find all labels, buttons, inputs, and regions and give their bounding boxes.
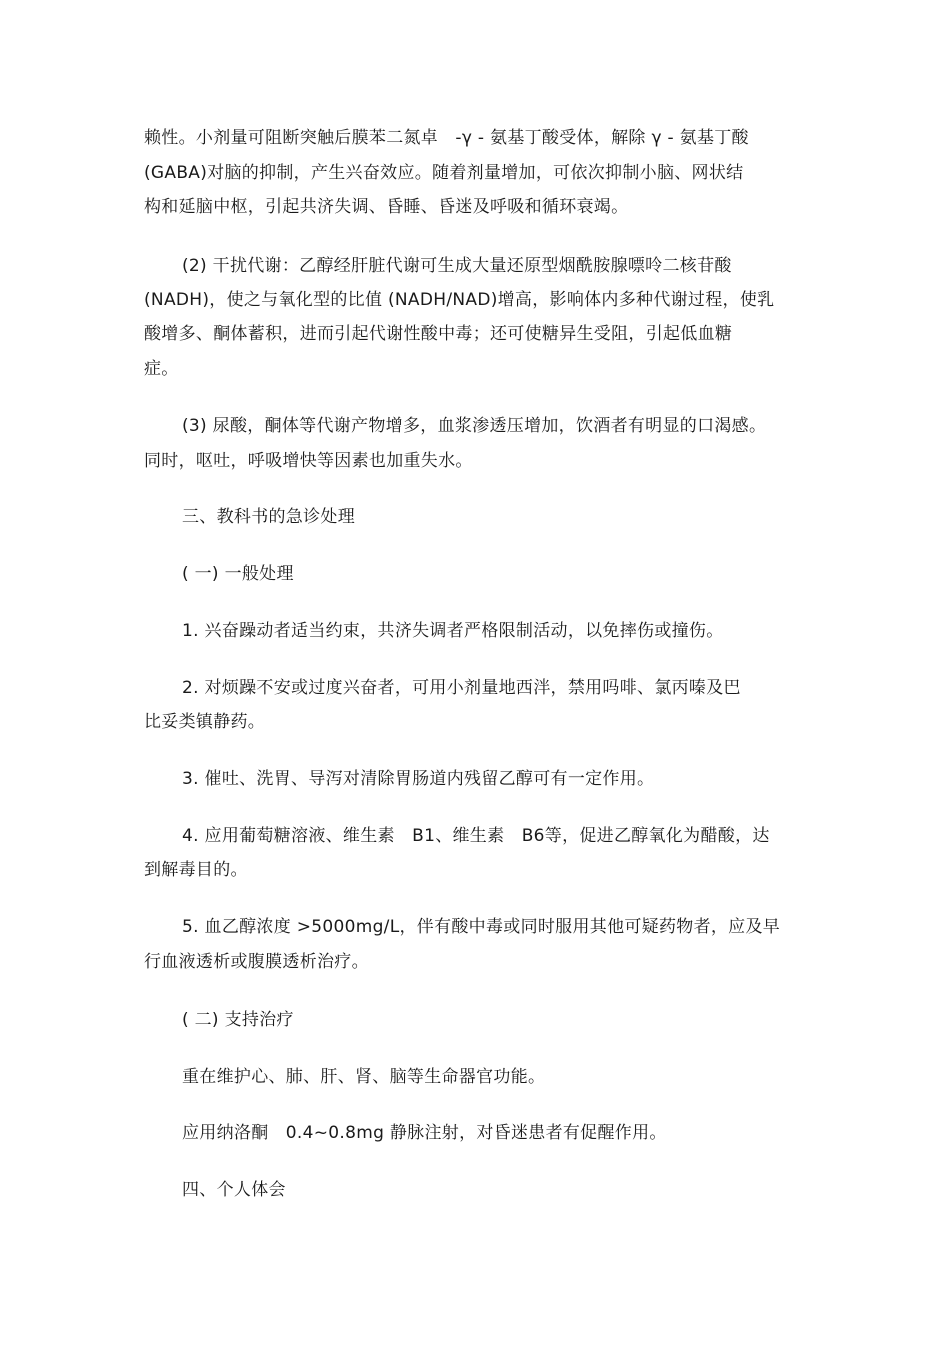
text-line: 到解毒目的。 <box>144 860 248 880</box>
text-line: (3) 尿酸，酮体等代谢产物增多，血浆渗透压增加，饮酒者有明显的口渴感。 <box>182 416 767 436</box>
text-line: (GABA)对脑的抑制，产生兴奋效应。随着剂量增加，可依次抑制小脑、网状结 <box>144 163 744 183</box>
text-line: 酸增多、酮体蓄积，进而引起代谢性酸中毒；还可使糖异生受阻，引起低血糖 <box>144 324 733 344</box>
text-line: 症。 <box>144 359 179 379</box>
section-heading: 四、个人体会 <box>182 1180 286 1200</box>
text-line: 赖性。小剂量可阻断突触后膜苯二氮卓 -γ - 氨基丁酸受体，解除 γ - 氨基丁酸 <box>144 128 749 148</box>
text-line: 同时，呕吐，呼吸增快等因素也加重失水。 <box>144 451 473 471</box>
text-line: 构和延脑中枢，引起共济失调、昏睡、昏迷及呼吸和循环衰竭。 <box>144 197 629 217</box>
list-item: 5. 血乙醇浓度 >5000mg/L，伴有酸中毒或同时服用其他可疑药物者，应及早 <box>182 917 781 937</box>
subsection-heading: ( 一) 一般处理 <box>182 564 294 584</box>
text-line: 重在维护心、肺、肝、肾、脑等生命器官功能。 <box>182 1067 546 1087</box>
list-item: 4. 应用葡萄糖溶液、维生素 B1、维生素 B6等，促进乙醇氧化为醋酸，达 <box>182 826 770 846</box>
text-line: (2) 干扰代谢：乙醇经肝脏代谢可生成大量还原型烟酰胺腺嘌呤二核苷酸 <box>182 256 732 276</box>
text-line: 应用纳洛酮 0.4~0.8mg 静脉注射，对昏迷患者有促醒作用。 <box>182 1123 667 1143</box>
list-item: 2. 对烦躁不安或过度兴奋者，可用小剂量地西泮，禁用吗啡、氯丙嗪及巴 <box>182 678 741 698</box>
subsection-heading: ( 二) 支持治疗 <box>182 1010 294 1030</box>
text-line: 比妥类镇静药。 <box>144 712 266 732</box>
list-item: 3. 催吐、洗胃、导泻对清除胃肠道内残留乙醇可有一定作用。 <box>182 769 655 789</box>
section-heading: 三、教科书的急诊处理 <box>182 507 355 527</box>
text-line: (NADH)，使之与氧化型的比值 (NADH/NAD)增高，影响体内多种代谢过程，使乳 <box>144 290 775 310</box>
text-line: 行血液透析或腹膜透析治疗。 <box>144 952 369 972</box>
list-item: 1. 兴奋躁动者适当约束，共济失调者严格限制活动，以免摔伤或撞伤。 <box>182 621 724 641</box>
